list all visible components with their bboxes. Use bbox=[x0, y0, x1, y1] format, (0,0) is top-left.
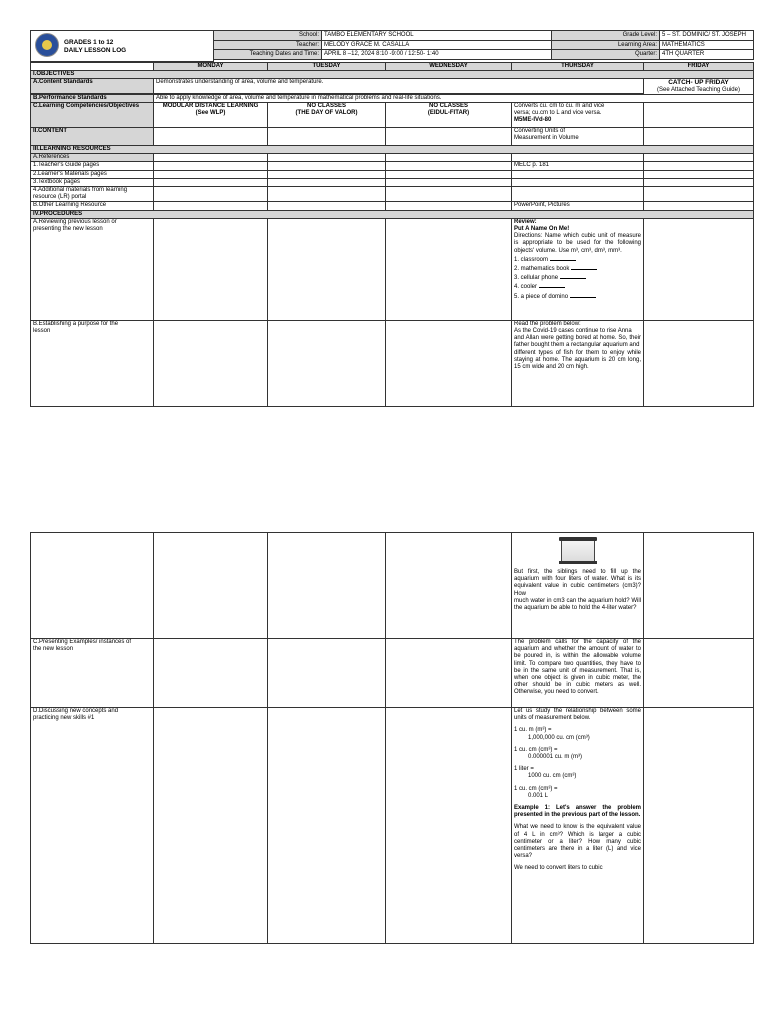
tuesday-comp-line1: NO CLASSES bbox=[306, 103, 346, 110]
purpose-cont-1: But first, the siblings need to fill up the aquarium with four liters of water. What is its equivalent value in cubic centimeters (cm3)? How bbox=[514, 569, 641, 597]
wednesday-comp-line1: NO CLASSES bbox=[428, 103, 468, 110]
lesson-table bbox=[30, 62, 754, 407]
objectives-heading: I.OBJECTIVES bbox=[31, 71, 754, 79]
area-label: Learning Area: bbox=[552, 40, 660, 50]
school-value: TAMBO ELEMENTARY SCHOOL bbox=[322, 31, 552, 41]
grade-value: 5 – ST. DOMINIC/ ST. JOSEPH bbox=[660, 31, 754, 41]
review-label-line1: A.Reviewing previous lesson or bbox=[33, 218, 117, 225]
day-header-thursday: THURSDAY bbox=[512, 63, 644, 71]
competencies-label: C.Learning Competencies/Objectives bbox=[31, 103, 154, 128]
logo-line-1: GRADES 1 to 12 bbox=[64, 39, 114, 46]
relation-2a: 1 cu. cm (cm³) = bbox=[514, 746, 558, 753]
content-line1: Converting Units of bbox=[514, 128, 566, 135]
content-standards-text: Demonstrates understanding of area, volume and temperature. bbox=[154, 79, 644, 93]
examples-content: The problem calls for the capacity of the aquarium and whether the amount of water to be poured in, is within the allowable volume limit. To compare two quantities, they have to be in the same unit of measurement. That is, when one object is given in cubic meter, the other should be in cubic meters as well. Otherwise, you need to convert. bbox=[512, 639, 644, 708]
teachers-guide-label: 1.Teacher's Guide pages bbox=[31, 162, 154, 170]
quarter-value: 4TH QUARTER bbox=[660, 50, 754, 60]
discuss-intro: Let us study the relationship between some units of measurement below. bbox=[514, 708, 641, 722]
relation-1b: 1,000,000 cu. cm (cm³) bbox=[528, 734, 590, 741]
purpose-p2: As the Covid-19 cases continue to rise Anna bbox=[514, 328, 632, 335]
monday-comp-line1: MODULAR DISTANCE LEARNING bbox=[162, 103, 259, 110]
catch-up-note: (See Attached Teaching Guide) bbox=[657, 86, 740, 93]
answer-blank bbox=[571, 264, 597, 270]
textbook-label: 3.Textbook pages bbox=[31, 178, 154, 186]
tuesday-comp-line2: (THE DAY OF VALOR) bbox=[295, 110, 358, 117]
example-1-heading: Example 1: Let's answer the problem presented in the previous part of the lesson. bbox=[514, 805, 641, 819]
other-resource-value: PowerPoint, Pictures bbox=[512, 202, 644, 210]
teacher-value: MELODY GRACE M. CASALLA bbox=[322, 40, 552, 50]
teachers-guide-value: MELC p. 181 bbox=[512, 162, 644, 170]
relation-2b: 0.000001 cu. m (m³) bbox=[528, 754, 583, 761]
answer-blank bbox=[550, 255, 576, 261]
review-directions: Directions: Name which cubic unit of measure is appropriate to be used for the following objects' volume. Use m³, cm³, dm³, mm³. bbox=[514, 233, 641, 254]
thursday-comp-line2: versa; cu.cm to L and vice versa. bbox=[514, 110, 602, 117]
purpose-content bbox=[512, 320, 644, 406]
grade-label: Grade Level: bbox=[552, 31, 660, 41]
review-item-3: 3. cellular phone bbox=[514, 273, 641, 282]
resources-heading: III.LEARNING RESOURCES bbox=[31, 146, 754, 154]
quarter-label: Quarter: bbox=[552, 50, 660, 60]
monday-competency bbox=[154, 103, 268, 128]
thursday-comp-line1: Converts cu. cm to cu. m and vice bbox=[514, 103, 605, 110]
performance-standards-text: Able to apply knowledge of area, volume and temperature in mathematical problems and real-life situations. bbox=[154, 94, 754, 102]
references-label: A.References bbox=[31, 154, 154, 162]
school-label: School: bbox=[214, 31, 322, 41]
logo-line-2: DAILY LESSON LOG bbox=[64, 47, 127, 54]
relation-4a: 1 cu. cm (cm³) = bbox=[514, 785, 558, 792]
review-label-line2: presenting the new lesson bbox=[33, 226, 103, 233]
review-content bbox=[512, 218, 644, 320]
relation-1a: 1 cu. m (m³) = bbox=[514, 727, 552, 734]
examples-label-line1: C.Presenting Examples/ instances of bbox=[33, 639, 132, 645]
purpose-p3: and Allan were getting bored at home. So, their father bought them a rectangular aquarium and bbox=[514, 335, 641, 349]
catch-up-friday bbox=[644, 79, 754, 94]
review-subtitle: Put A Name On Me! bbox=[514, 226, 570, 233]
day-header-wednesday: WEDNESDAY bbox=[386, 63, 512, 71]
purpose-p1: Read the problem below: bbox=[514, 320, 581, 327]
purpose-label-line1: B.Establishing a purpose for the bbox=[33, 320, 119, 327]
content-label: II.CONTENT bbox=[31, 128, 154, 146]
answer-blank bbox=[570, 292, 596, 298]
relation-3b: 1000 cu. cm (cm³) bbox=[528, 773, 577, 780]
other-resource-label: B.Other Learning Resource bbox=[31, 202, 154, 210]
wednesday-comp-line2: (EIDUL-FITAR) bbox=[427, 110, 470, 117]
review-item-2: 2. mathematics book bbox=[514, 264, 641, 273]
additional-line2: resource (LR) portal bbox=[33, 194, 87, 201]
relation-4b: 0.001 L bbox=[528, 792, 549, 799]
dates-label: Teaching Dates and Time: bbox=[214, 50, 322, 60]
review-item-5: 5. a piece of domino bbox=[514, 292, 641, 301]
monday-comp-line2: (See WLP) bbox=[195, 110, 226, 117]
content-standards-label: A.Content Standards bbox=[31, 79, 154, 93]
discuss-label-line2: practicing new skills #1 bbox=[33, 715, 95, 722]
aquarium-image bbox=[557, 537, 599, 565]
review-item-4: 4. cooler bbox=[514, 282, 641, 291]
wednesday-competency bbox=[386, 103, 512, 128]
lesson-log-page-1 bbox=[30, 30, 754, 407]
day-header-tuesday: TUESDAY bbox=[268, 63, 386, 71]
answer-blank bbox=[560, 273, 586, 279]
performance-standards-label: B.Performance Standards bbox=[31, 94, 154, 102]
lesson-log-page-2 bbox=[30, 532, 754, 944]
examples-label bbox=[31, 639, 154, 708]
discuss-label-line1: D.Discussing new concepts and bbox=[33, 708, 119, 714]
header-table bbox=[30, 30, 754, 62]
purpose-p4: different types of fish for them to enjoy while staying at home. The aquarium is 20 cm long, 15 cm wide and 20 cm high. bbox=[514, 349, 641, 371]
review-label bbox=[31, 218, 154, 320]
additional-materials-label bbox=[31, 187, 154, 202]
additional-line1: 4.Additional materials from learning bbox=[33, 187, 128, 194]
day-header-friday: FRIDAY bbox=[644, 63, 754, 71]
deped-seal-icon bbox=[35, 33, 59, 57]
thursday-competency bbox=[512, 103, 644, 128]
procedures-heading: IV.PROCEDURES bbox=[31, 210, 754, 218]
purpose-label bbox=[31, 320, 154, 406]
discuss-question: What we need to know is the equivalent value of 4 L in cm³? Which is larger a cubic centimeter or a liter? How many cubic centimeters are there in a liter (L) and vice versa? bbox=[514, 824, 641, 860]
area-value: MATHEMATICS bbox=[660, 40, 754, 50]
dates-value: APRIL 8 –12, 2024 8:10 -9:00 / 12:50- 1:40 bbox=[322, 50, 552, 60]
relation-3a: 1 liter = bbox=[514, 766, 534, 773]
friday-competency bbox=[644, 103, 754, 128]
teacher-label: Teacher: bbox=[214, 40, 322, 50]
competency-code: M5ME-IVd-80 bbox=[514, 117, 552, 124]
thursday-content bbox=[512, 128, 644, 146]
tuesday-competency bbox=[268, 103, 386, 128]
discuss-content bbox=[512, 708, 644, 944]
purpose-continued bbox=[512, 533, 644, 639]
purpose-cont-2: much water in cm3 can the aquarium hold? Will the aquarium be able to hold the 4-liter water? bbox=[514, 597, 641, 612]
learners-materials-label: 2.Learner's Materials pages bbox=[31, 170, 154, 178]
purpose-label-line2: lesson bbox=[33, 328, 51, 335]
content-line2: Measurement in Volume bbox=[514, 135, 579, 142]
examples-label-line2: the new lesson bbox=[33, 646, 74, 653]
catch-up-title: CATCH- UP FRIDAY bbox=[668, 79, 729, 87]
lesson-table-continued bbox=[30, 532, 754, 944]
answer-blank bbox=[539, 282, 565, 288]
review-item-1: 1. classroom bbox=[514, 255, 641, 264]
discuss-label bbox=[31, 708, 154, 944]
discuss-closing: We need to convert liters to cubic bbox=[514, 865, 603, 872]
day-header-monday: MONDAY bbox=[154, 63, 268, 71]
day-header-blank bbox=[31, 63, 154, 71]
deped-logo-cell bbox=[31, 31, 214, 62]
review-title: Review: bbox=[514, 218, 537, 225]
